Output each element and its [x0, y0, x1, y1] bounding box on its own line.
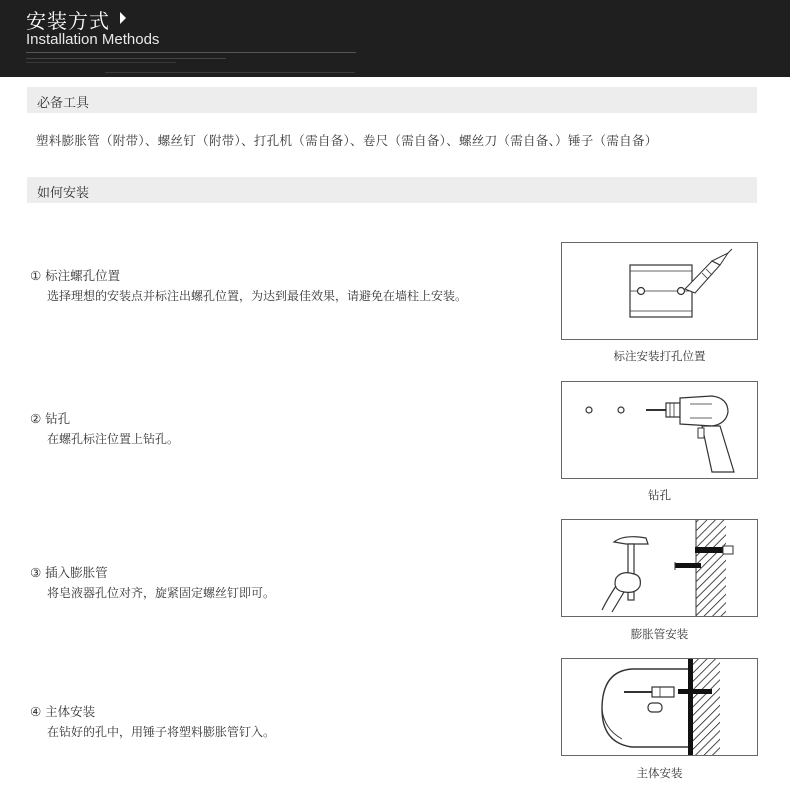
step-2-description: 在螺孔标注位置上钻孔。: [47, 432, 180, 446]
install-heading-bar: [27, 177, 757, 203]
tools-heading: 必备工具: [37, 96, 90, 111]
step-3-description: 将皂液器孔位对齐，旋紧固定螺丝钉即可。: [47, 586, 276, 600]
page-header: [0, 0, 790, 77]
step-2-title: ② 钻孔: [30, 411, 71, 426]
step-1-figure: [561, 242, 758, 340]
header-title: 安装方式: [26, 9, 110, 33]
step-4-description: 在钻好的孔中，用锤子将塑料膨胀管钉入。: [47, 725, 276, 739]
pencil-marking-icon: [562, 243, 757, 339]
step-1-caption: 标注安装打孔位置: [613, 349, 706, 363]
tools-list: 塑料膨胀管（附带）、螺丝钉（附带）、打孔机（需自备）、卷尺（需自备）、螺丝刀（需自备、）锤子（需自备）: [36, 133, 658, 148]
step-4-figure: [561, 658, 758, 756]
step-1-title: ① 标注螺孔位置: [30, 268, 121, 283]
tools-heading-bar: [27, 87, 757, 113]
step-3-title: ③ 插入膨胀管: [30, 565, 108, 580]
step-1-description: 选择理想的安装点并标注出螺孔位置，为达到最佳效果，请避免在墙柱上安装。: [47, 289, 468, 303]
drill-icon: [562, 382, 757, 478]
header-decoration-line: [26, 52, 356, 53]
play-arrow-icon: [120, 12, 126, 24]
step-3-figure: [561, 519, 758, 617]
hammer-icon: [562, 520, 757, 616]
header-decoration-line: [26, 58, 226, 59]
step-4-caption: 主体安装: [636, 766, 683, 780]
step-2-figure: [561, 381, 758, 479]
header-decoration-line: [105, 72, 355, 73]
dispenser-body-icon: [562, 659, 757, 755]
step-3-caption: 膨胀管安装: [630, 627, 689, 641]
step-2-caption: 钻孔: [648, 488, 671, 502]
header-subtitle: Installation Methods: [26, 31, 160, 48]
step-4-title: ④ 主体安装: [30, 704, 96, 719]
header-decoration-line: [26, 62, 176, 63]
install-heading: 如何安装: [37, 186, 90, 201]
